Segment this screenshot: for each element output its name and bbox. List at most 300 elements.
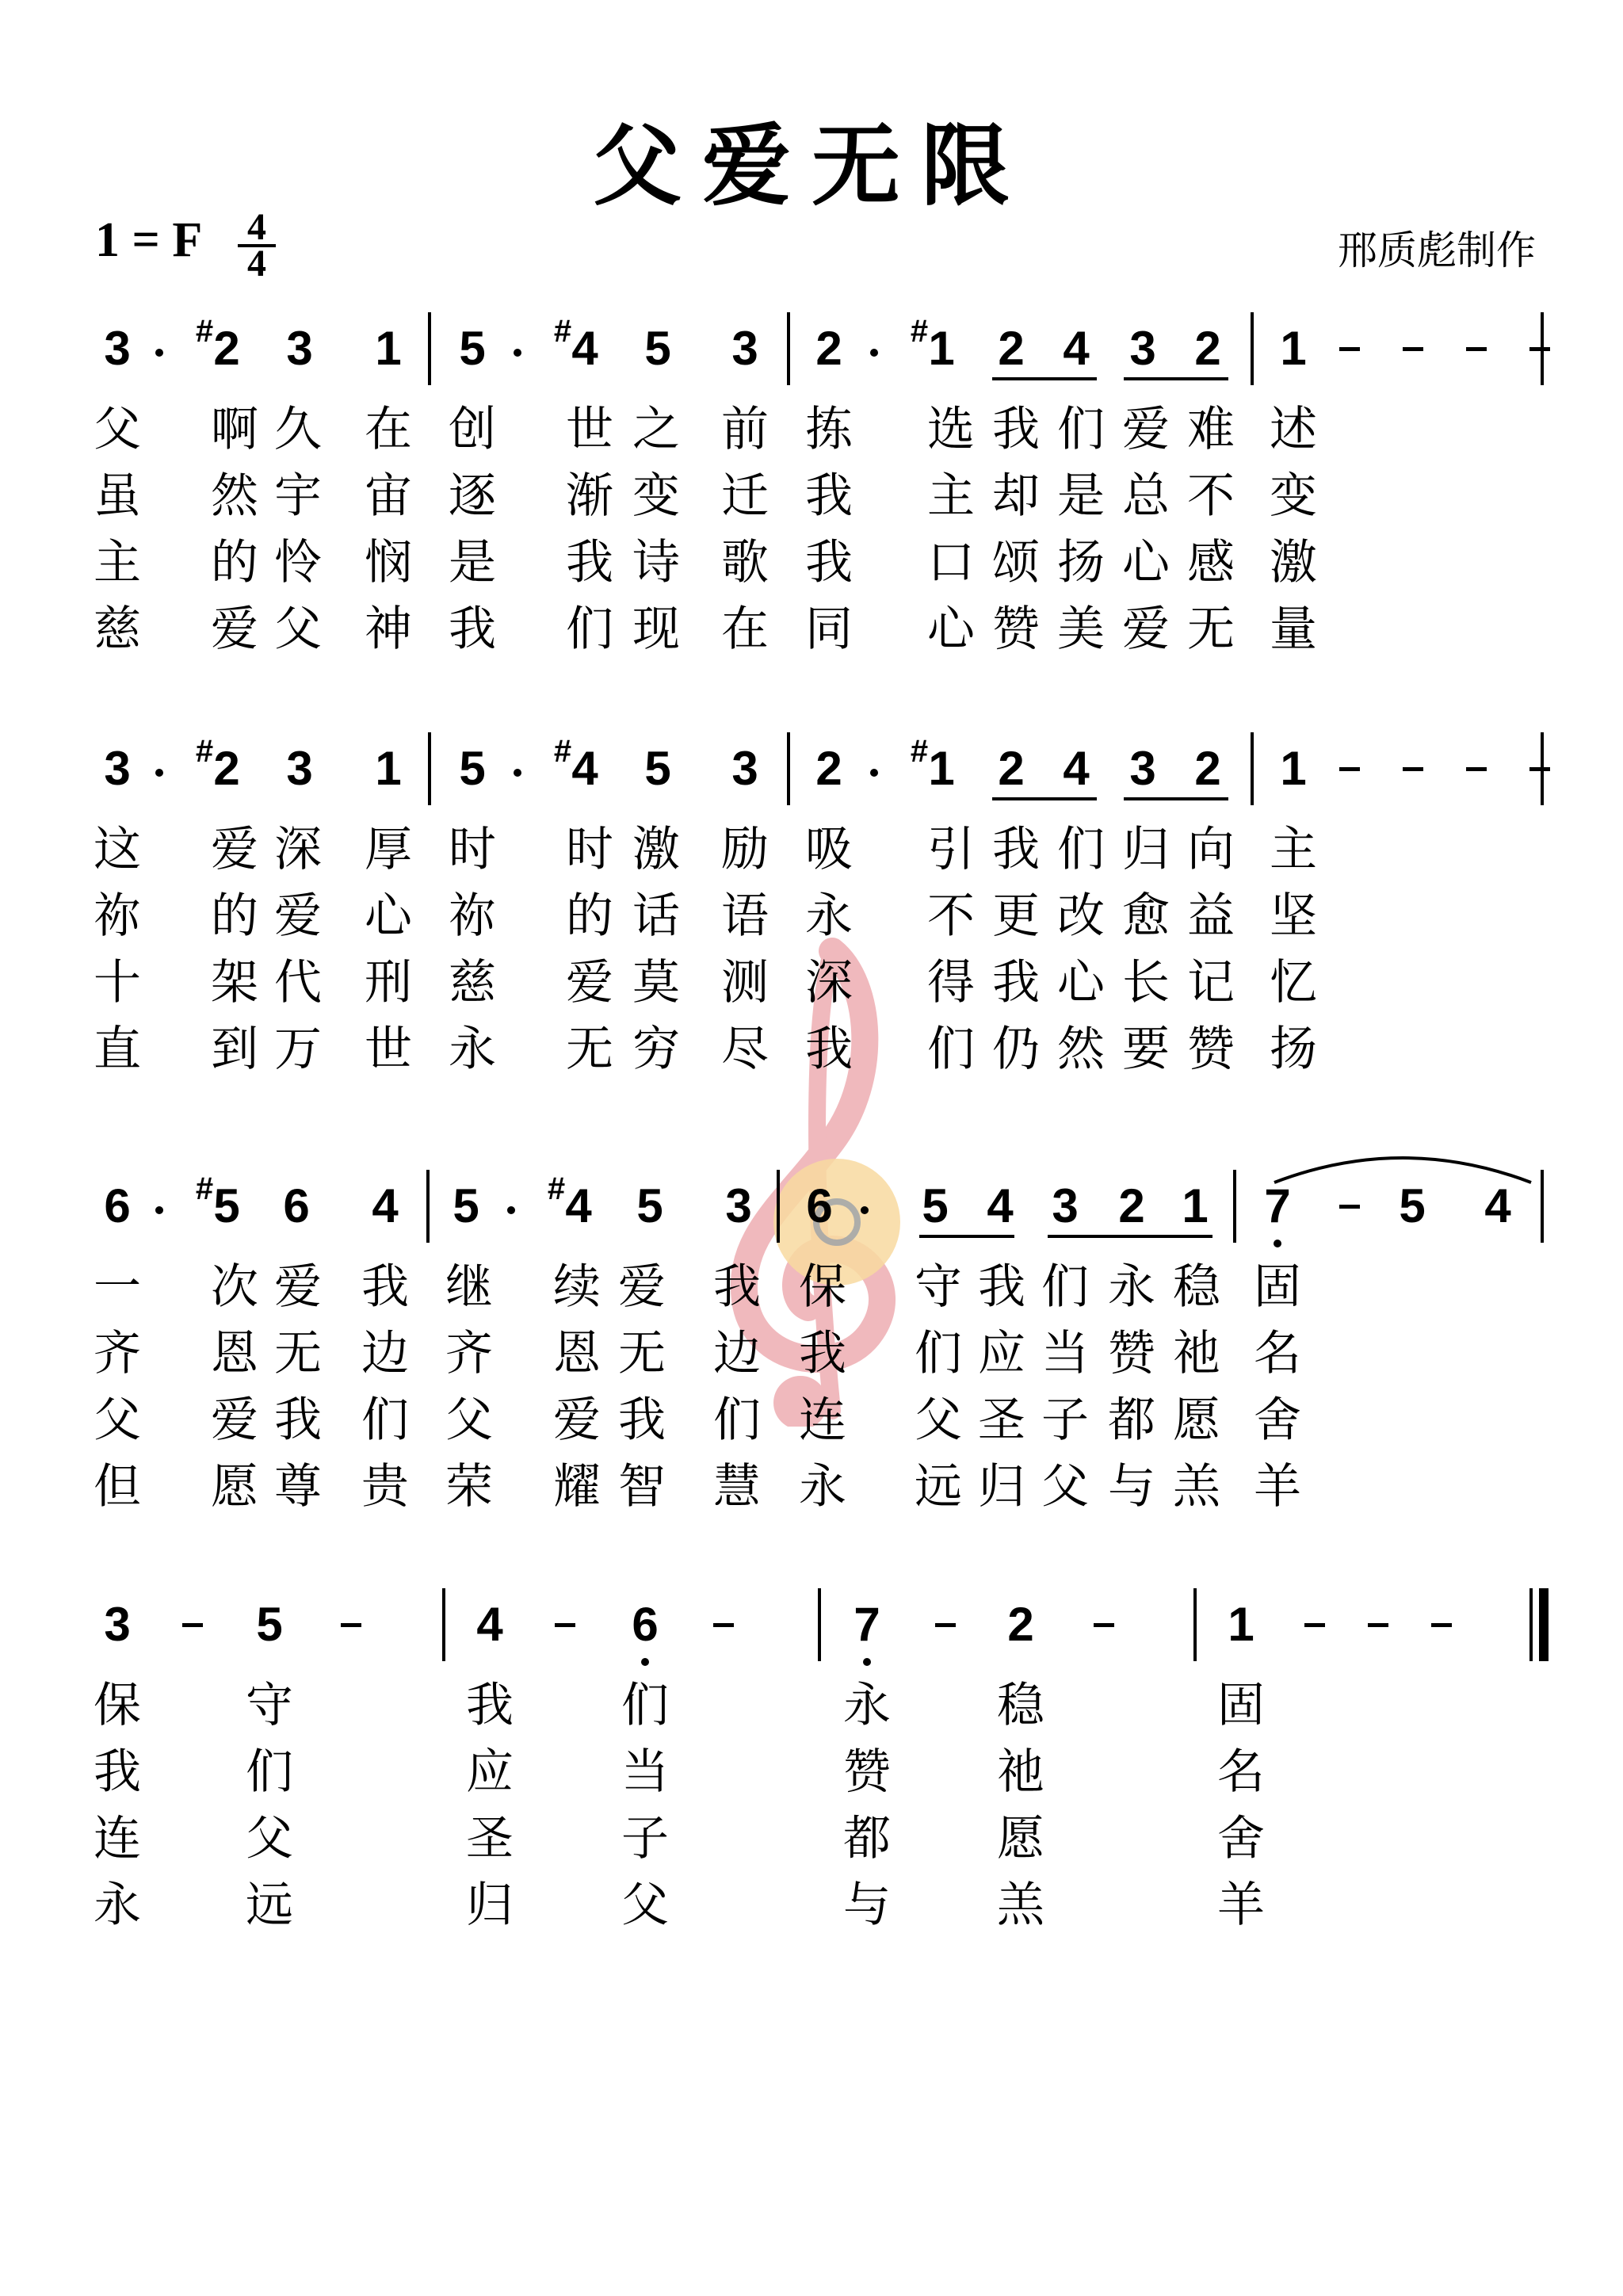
lyric-char: 们 (361, 1392, 409, 1448)
note: 1 (1280, 322, 1307, 375)
lyric-char: 世 (365, 1022, 412, 1077)
lyric-char: 我 (466, 1678, 514, 1733)
note: 3 (104, 1598, 131, 1651)
lyric-char: 继 (445, 1259, 493, 1315)
time-signature-bottom: 4 (247, 243, 266, 285)
lyric-char: 爱 (211, 1392, 258, 1448)
lyric-char: 变 (1270, 468, 1317, 524)
lyric-char: 我 (805, 535, 853, 590)
sustain-dash (1403, 347, 1423, 351)
lyric-char: 父 (445, 1392, 493, 1448)
bar-line (1541, 1170, 1544, 1243)
lyric-char: 仍 (992, 1022, 1040, 1077)
lyric-char: 赞 (1187, 1022, 1235, 1077)
sustain-dash (1094, 1623, 1114, 1627)
lyric-char: 父 (94, 402, 141, 457)
lyric-char: 愿 (997, 1811, 1044, 1866)
lyric-char: 扬 (1270, 1022, 1317, 1077)
lyric-char: 们 (1041, 1259, 1089, 1315)
sustain-dash (1339, 347, 1360, 351)
note: 3 (286, 322, 313, 375)
lyric-char: 我 (361, 1259, 409, 1315)
bar-line (787, 732, 790, 805)
lyric-char: 心 (927, 602, 975, 657)
sustain-dash (1431, 1623, 1452, 1627)
beam-underline (992, 797, 1097, 800)
note: 1 (1228, 1598, 1254, 1651)
note: 5 (459, 742, 486, 795)
lyric-char: 迁 (721, 468, 769, 524)
lyric-char: 神 (365, 602, 412, 657)
lyric-char: 永 (805, 888, 853, 944)
note: 6 (806, 1179, 833, 1232)
augmentation-dot (155, 1206, 163, 1214)
lyric-char: 架 (211, 955, 258, 1010)
note: 4 (565, 1179, 592, 1232)
lyric-char: 舍 (1254, 1392, 1301, 1448)
lyric-char: 归 (1122, 822, 1170, 877)
lyric-char: 爱 (1122, 602, 1170, 657)
note: 7 (854, 1598, 880, 1651)
sustain-dash (1403, 767, 1423, 771)
sustain-dash (1368, 1623, 1388, 1627)
lyric-char: 愈 (1122, 888, 1170, 944)
lyric-char: 恩 (211, 1326, 258, 1381)
bar-line (1251, 312, 1254, 385)
augmentation-dot (870, 769, 878, 777)
augmentation-dot (155, 769, 163, 777)
sharp-sign: # (195, 734, 214, 769)
lyric-char: 与 (1108, 1459, 1155, 1515)
note: 5 (636, 1179, 663, 1232)
lyric-char: 变 (632, 468, 680, 524)
lyric-char: 父 (915, 1392, 962, 1448)
lyric-char: 赞 (1108, 1326, 1155, 1381)
lyric-char: 益 (1187, 888, 1235, 944)
sharp-sign: # (553, 734, 572, 769)
lyric-char: 尽 (721, 1022, 769, 1077)
augmentation-dot (507, 1206, 515, 1214)
lyric-char: 但 (94, 1459, 141, 1515)
sharp-sign: # (910, 314, 929, 349)
lyric-char: 羔 (1173, 1459, 1220, 1515)
beam-underline (1124, 797, 1228, 800)
lyric-char: 是 (1057, 468, 1105, 524)
lyric-char: 扬 (1057, 535, 1105, 590)
lyric-char: 祂 (1173, 1326, 1220, 1381)
note: 4 (1063, 742, 1090, 795)
lyric-char: 选 (927, 402, 975, 457)
lyric-char: 更 (992, 888, 1040, 944)
lyric-char: 的 (566, 888, 613, 944)
lyric-char: 口 (927, 535, 975, 590)
lyric-char: 向 (1187, 822, 1235, 877)
key-signature: 1 = F (95, 213, 203, 267)
lyric-char: 宙 (365, 468, 412, 524)
final-bar-thin (1529, 1588, 1533, 1661)
lyric-char: 我 (566, 535, 613, 590)
sustain-dash (1529, 347, 1550, 351)
note: 2 (815, 742, 842, 795)
sustain-dash (1466, 767, 1487, 771)
time-signature (235, 206, 279, 285)
lyric-char: 边 (361, 1326, 409, 1381)
lyric-char: 们 (713, 1392, 761, 1448)
sustain-dash (1529, 767, 1550, 771)
lyric-char: 固 (1217, 1678, 1265, 1733)
note: 1 (928, 742, 955, 795)
augmentation-dot (870, 349, 878, 357)
lyric-char: 守 (246, 1678, 293, 1733)
lyric-char: 我 (713, 1259, 761, 1315)
lyric-char: 爱 (211, 822, 258, 877)
lyric-char: 时 (566, 822, 613, 877)
lyric-char: 当 (1041, 1326, 1089, 1381)
lyric-char: 尊 (274, 1459, 322, 1515)
note: 5 (213, 1179, 240, 1232)
lyric-char: 赞 (843, 1744, 891, 1800)
lyric-char: 主 (94, 535, 141, 590)
lyric-char: 父 (274, 602, 322, 657)
note: 2 (1007, 1598, 1034, 1651)
bar-line (442, 1588, 445, 1661)
lyric-char: 深 (274, 822, 322, 877)
sharp-sign: # (553, 314, 572, 349)
lyric-char: 美 (1057, 602, 1105, 657)
lyric-char: 代 (274, 955, 322, 1010)
sustain-dash (341, 1623, 361, 1627)
lyric-char: 久 (274, 402, 322, 457)
lyric-char: 智 (618, 1459, 666, 1515)
bar-line (1251, 732, 1254, 805)
lyric-char: 应 (466, 1744, 514, 1800)
lyric-char: 坚 (1270, 888, 1317, 944)
lyric-char: 宇 (274, 468, 322, 524)
lyric-char: 羔 (997, 1878, 1044, 1933)
lyric-char: 诗 (632, 535, 680, 590)
note: 4 (476, 1598, 503, 1651)
lyric-char: 爱 (566, 955, 613, 1010)
lyric-char: 我 (94, 1744, 141, 1800)
note: 4 (571, 322, 598, 375)
lyric-char: 爱 (274, 888, 322, 944)
note: 4 (372, 1179, 399, 1232)
lyric-char: 逐 (449, 468, 496, 524)
lyric-char: 十 (94, 955, 141, 1010)
lyric-char: 虽 (94, 468, 141, 524)
lyric-char: 量 (1270, 602, 1317, 657)
lyric-char: 直 (94, 1022, 141, 1077)
note: 3 (731, 322, 758, 375)
page-title: 父爱无限 (593, 114, 1030, 218)
lyric-char: 总 (1122, 468, 1170, 524)
lyric-char: 次 (211, 1259, 258, 1315)
lyric-char: 我 (978, 1259, 1025, 1315)
note: 5 (256, 1598, 283, 1651)
lyric-char: 之 (632, 402, 680, 457)
note: 1 (375, 322, 402, 375)
lyric-char: 耀 (553, 1459, 601, 1515)
lyric-char: 圣 (466, 1811, 514, 1866)
note: 2 (1118, 1179, 1145, 1232)
note: 5 (459, 322, 486, 375)
lyric-char: 然 (211, 468, 258, 524)
lyric-char: 感 (1187, 535, 1235, 590)
lyric-char: 穷 (632, 1022, 680, 1077)
sustain-dash (1466, 347, 1487, 351)
lyric-char: 永 (843, 1678, 891, 1733)
note: 6 (283, 1179, 310, 1232)
lyric-char: 拣 (805, 402, 853, 457)
note: 4 (571, 742, 598, 795)
lyric-char: 心 (1057, 955, 1105, 1010)
augmentation-dot (514, 349, 521, 357)
lyric-char: 永 (449, 1022, 496, 1077)
lyric-char: 羊 (1254, 1459, 1301, 1515)
lyric-char: 无 (1187, 602, 1235, 657)
lyric-char: 名 (1254, 1326, 1301, 1381)
beam-underline (1114, 1235, 1212, 1238)
lyric-char: 怜 (274, 535, 322, 590)
lyric-char: 的 (211, 888, 258, 944)
lyric-char: 都 (1108, 1392, 1155, 1448)
lyric-char: 改 (1057, 888, 1105, 944)
note: 4 (987, 1179, 1014, 1232)
lyric-char: 一 (94, 1259, 141, 1315)
lyric-char: 忆 (1270, 955, 1317, 1010)
lyric-char: 长 (1122, 955, 1170, 1010)
lyric-char: 渐 (566, 468, 613, 524)
note: 5 (644, 742, 671, 795)
note: 3 (1129, 322, 1156, 375)
lyric-char: 无 (274, 1326, 322, 1381)
lyric-char: 远 (915, 1459, 962, 1515)
beam-underline (919, 1235, 1014, 1238)
lyric-char: 连 (799, 1392, 846, 1448)
lyric-char: 述 (1270, 402, 1317, 457)
lyric-char: 不 (927, 888, 975, 944)
note: 3 (104, 322, 131, 375)
sharp-sign: # (195, 1171, 214, 1206)
lyric-char: 我 (799, 1326, 846, 1381)
note: 5 (644, 322, 671, 375)
note: 3 (286, 742, 313, 795)
lyric-char: 无 (566, 1022, 613, 1077)
lyric-char: 永 (799, 1459, 846, 1515)
lyric-char: 引 (927, 822, 975, 877)
note: 6 (104, 1179, 131, 1232)
lyric-char: 子 (1041, 1392, 1089, 1448)
sustain-dash (182, 1623, 203, 1627)
lyric-char: 世 (566, 402, 613, 457)
lyric-char: 父 (246, 1811, 293, 1866)
lyric-char: 愿 (211, 1459, 258, 1515)
lyric-char: 名 (1217, 1744, 1265, 1800)
lyric-char: 不 (1187, 468, 1235, 524)
lyric-char: 保 (799, 1259, 846, 1315)
lyric-char: 时 (449, 822, 496, 877)
note: 5 (453, 1179, 479, 1232)
lyric-char: 爱 (1122, 402, 1170, 457)
lyric-char: 我 (992, 822, 1040, 877)
sustain-dash (555, 1623, 575, 1627)
lyric-char: 要 (1122, 1022, 1170, 1077)
augmentation-dot (155, 349, 163, 357)
lyric-char: 父 (94, 1392, 141, 1448)
lyric-char: 深 (805, 955, 853, 1010)
lyric-char: 们 (915, 1326, 962, 1381)
lyric-char: 然 (1057, 1022, 1105, 1077)
lyric-char: 话 (632, 888, 680, 944)
lyric-char: 我 (805, 468, 853, 524)
bar-line (428, 312, 431, 385)
lyric-char: 爱 (553, 1392, 601, 1448)
note: 3 (104, 742, 131, 795)
lyric-char: 我 (992, 955, 1040, 1010)
beam-underline (1124, 377, 1228, 380)
note: 2 (998, 322, 1025, 375)
sharp-sign: # (547, 1171, 566, 1206)
lyric-char: 羊 (1217, 1878, 1265, 1933)
note: 2 (213, 742, 240, 795)
final-bar-thick (1539, 1588, 1549, 1661)
lyric-char: 爱 (211, 602, 258, 657)
lyric-char: 莫 (632, 955, 680, 1010)
tie-arc (1268, 1141, 1537, 1189)
lyric-char: 父 (621, 1878, 669, 1933)
bar-line (818, 1588, 821, 1661)
lyric-char: 前 (721, 402, 769, 457)
low-octave-dot (863, 1658, 871, 1666)
note: 2 (998, 742, 1025, 795)
lyric-char: 都 (843, 1811, 891, 1866)
note: 2 (1194, 322, 1221, 375)
author-credit: 邢质彪制作 (1338, 227, 1536, 273)
lyric-char: 我 (274, 1392, 322, 1448)
lyric-char: 爱 (274, 1259, 322, 1315)
lyric-char: 是 (449, 535, 496, 590)
augmentation-dot (514, 769, 521, 777)
lyric-char: 无 (618, 1326, 666, 1381)
lyric-char: 舍 (1217, 1811, 1265, 1866)
lyric-char: 到 (211, 1022, 258, 1077)
sustain-dash (1339, 1205, 1360, 1209)
lyric-char: 悯 (365, 535, 412, 590)
note: 3 (725, 1179, 752, 1232)
lyric-char: 当 (621, 1744, 669, 1800)
lyric-char: 们 (1057, 402, 1105, 457)
lyric-char: 愿 (1173, 1392, 1220, 1448)
sustain-dash (935, 1623, 956, 1627)
bar-line (426, 1170, 430, 1243)
sustain-dash (1339, 767, 1360, 771)
note: 1 (375, 742, 402, 795)
lyric-char: 与 (843, 1878, 891, 1933)
lyric-char: 主 (927, 468, 975, 524)
lyric-char: 子 (621, 1811, 669, 1866)
bar-line (787, 312, 790, 385)
lyric-char: 永 (1108, 1259, 1155, 1315)
lyric-char: 同 (805, 602, 853, 657)
lyric-char: 连 (94, 1811, 141, 1866)
lyric-char: 们 (566, 602, 613, 657)
note: 1 (1182, 1179, 1209, 1232)
lyric-char: 难 (1187, 402, 1235, 457)
beam-underline (992, 377, 1097, 380)
lyric-char: 心 (1122, 535, 1170, 590)
augmentation-dot (861, 1206, 869, 1214)
lyric-char: 我 (618, 1392, 666, 1448)
lyric-char: 守 (915, 1259, 962, 1315)
note: 2 (815, 322, 842, 375)
lyric-char: 归 (978, 1459, 1025, 1515)
note: 3 (1129, 742, 1156, 795)
lyric-char: 们 (927, 1022, 975, 1077)
note: 6 (632, 1598, 659, 1651)
lyric-char: 颂 (992, 535, 1040, 590)
lyric-char: 齐 (94, 1326, 141, 1381)
lyric-char: 我 (449, 602, 496, 657)
lyric-char: 恩 (553, 1326, 601, 1381)
lyric-char: 心 (365, 888, 412, 944)
sharp-sign: # (910, 734, 929, 769)
bar-line (1193, 1588, 1197, 1661)
lyric-char: 慧 (713, 1459, 761, 1515)
time-signature-top: 4 (247, 206, 266, 248)
lyric-char: 父 (1041, 1459, 1089, 1515)
lyric-char: 赞 (992, 602, 1040, 657)
bar-line (428, 732, 431, 805)
lyric-char: 祢 (94, 888, 141, 944)
lyric-char: 们 (621, 1678, 669, 1733)
note: 5 (922, 1179, 949, 1232)
lyric-char: 在 (365, 402, 412, 457)
lyric-char: 我 (805, 1022, 853, 1077)
sustain-dash (1304, 1623, 1325, 1627)
lyric-char: 记 (1187, 955, 1235, 1010)
lyric-char: 们 (246, 1744, 293, 1800)
low-octave-dot (641, 1658, 649, 1666)
lyric-char: 万 (274, 1022, 322, 1077)
note: 2 (213, 322, 240, 375)
lyric-char: 创 (449, 402, 496, 457)
lyric-char: 归 (466, 1878, 514, 1933)
lyric-char: 慈 (449, 955, 496, 1010)
lyric-char: 却 (992, 468, 1040, 524)
lyric-char: 贵 (361, 1459, 409, 1515)
lyric-char: 远 (246, 1878, 293, 1933)
lyric-char: 语 (721, 888, 769, 944)
lyric-char: 的 (211, 535, 258, 590)
lyric-char: 祂 (997, 1744, 1044, 1800)
lyric-char: 得 (927, 955, 975, 1010)
note: 1 (1280, 742, 1307, 795)
bar-line (777, 1170, 780, 1243)
lyric-char: 这 (94, 822, 141, 877)
lyric-char: 稳 (997, 1678, 1044, 1733)
lyric-char: 保 (94, 1678, 141, 1733)
lyric-char: 续 (553, 1259, 601, 1315)
lyric-char: 现 (632, 602, 680, 657)
lyric-char: 齐 (445, 1326, 493, 1381)
note: 4 (1063, 322, 1090, 375)
lyric-char: 励 (721, 822, 769, 877)
lyric-char: 啊 (211, 402, 258, 457)
lyric-char: 慈 (94, 602, 141, 657)
low-octave-dot (1274, 1240, 1281, 1247)
note: 5 (1399, 1179, 1426, 1232)
lyric-char: 应 (978, 1326, 1025, 1381)
